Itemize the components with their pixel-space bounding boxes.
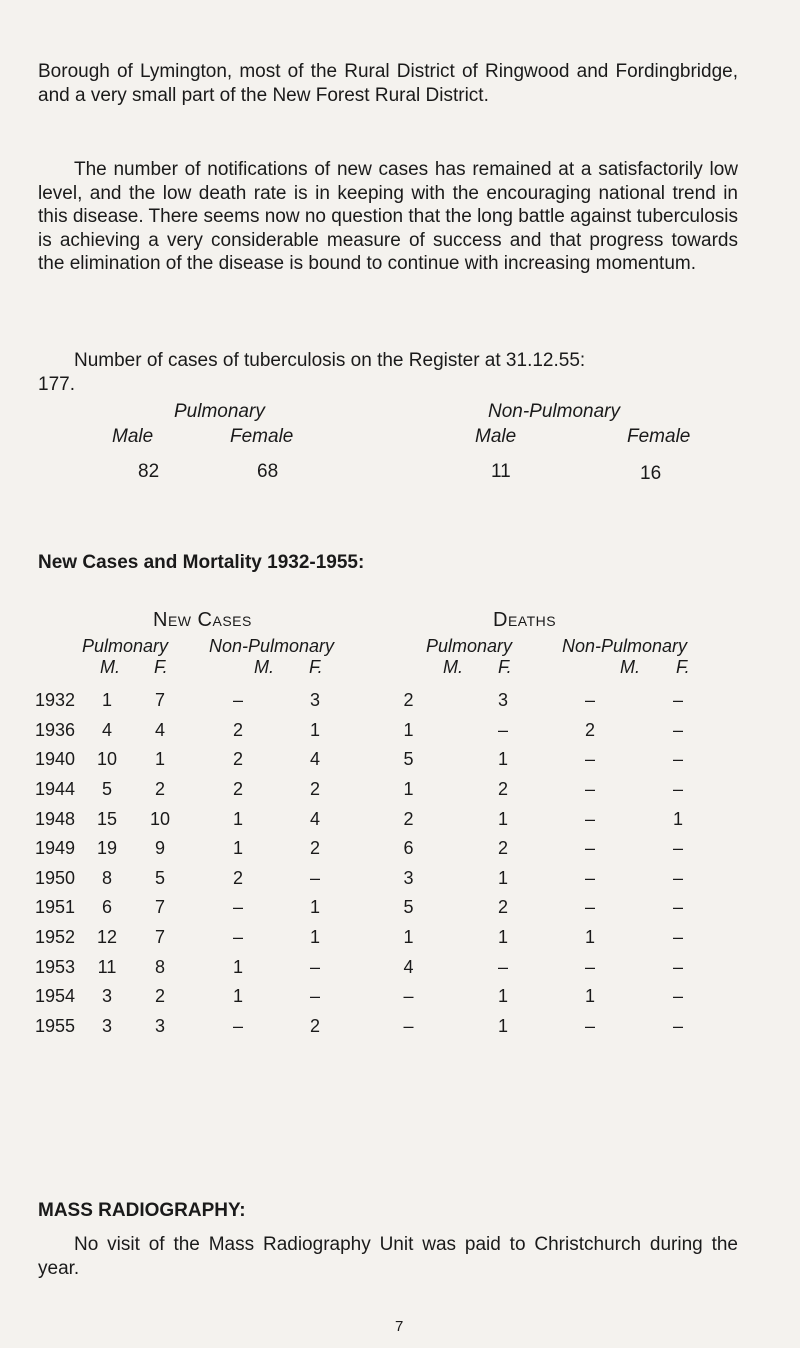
new-pulmonary-header: Pulmonary	[82, 636, 169, 656]
register-line-2: 177.	[38, 373, 75, 395]
value-cell: 7	[154, 927, 165, 948]
year-cell: 1950	[34, 867, 76, 888]
register-pulmonary-header: Pulmonary	[174, 401, 265, 422]
year-cell: 1940	[34, 749, 76, 770]
value-cell: 1	[403, 927, 414, 948]
value-cell: –	[672, 986, 683, 1007]
table-row	[28, 804, 707, 834]
value-cell: –	[672, 867, 683, 888]
value-cell: 15	[96, 808, 118, 829]
value-cell: 2	[309, 1015, 320, 1036]
value-cell: 1	[497, 867, 508, 888]
year-cell: 1953	[34, 956, 76, 977]
page-number: 7	[395, 1318, 404, 1335]
register-non-pulmonary-female-header: Female	[627, 426, 691, 447]
value-cell: –	[232, 690, 243, 711]
value-cell: –	[672, 838, 683, 859]
new-non-pulmonary-header: Non-Pulmonary	[209, 636, 335, 656]
value-cell: 2	[232, 867, 243, 888]
value-cell: –	[584, 897, 595, 918]
value-cell: 1	[154, 749, 165, 770]
value-cell: 1	[232, 808, 243, 829]
value-cell: 2	[309, 838, 320, 859]
value-cell: 5	[403, 897, 414, 918]
value-cell: 2	[154, 986, 165, 1007]
mass-radiography-heading: MASS RADIOGRAPHY:	[38, 1200, 246, 1221]
register-non-pulmonary-male-header: Male	[475, 426, 517, 447]
year-cell: 1948	[34, 808, 76, 829]
value-cell: –	[584, 779, 595, 800]
intro-paragraph: Borough of Lymington, most of the Rural District of Ringwood and Fordingbridge, and a very small part of the New Forest Rural District.	[38, 61, 738, 106]
col-header-m: M.	[620, 657, 640, 677]
value-cell: 2	[403, 808, 414, 829]
value-cell: –	[672, 749, 683, 770]
table-row	[28, 834, 707, 864]
value-cell: 2	[232, 779, 243, 800]
col-header-f: F.	[154, 657, 168, 677]
value-cell: 1	[232, 838, 243, 859]
value-cell: –	[672, 927, 683, 948]
value-cell: 8	[101, 867, 112, 888]
value-cell: 10	[149, 808, 171, 829]
value-cell: –	[584, 690, 595, 711]
year-cell: 1949	[34, 838, 76, 859]
col-header-m: M.	[100, 657, 120, 677]
value-cell: 9	[154, 838, 165, 859]
value-cell: 2	[403, 690, 414, 711]
year-cell: 1944	[34, 779, 76, 800]
year-cell: 1936	[34, 719, 76, 740]
value-cell: 19	[96, 838, 118, 859]
value-cell: 4	[309, 808, 320, 829]
register-pulmonary-female-header: Female	[230, 426, 294, 447]
deaths-header: Deaths	[493, 609, 557, 631]
value-cell: 6	[403, 838, 414, 859]
value-cell: 11	[97, 956, 117, 977]
col-header-m: M.	[254, 657, 274, 677]
value-cell: 8	[154, 956, 165, 977]
value-cell: 1	[232, 986, 243, 1007]
value-cell: –	[584, 867, 595, 888]
col-header-f: F.	[498, 657, 512, 677]
register-pulmonary-female-value: 68	[257, 461, 279, 482]
table-row	[28, 775, 707, 805]
value-cell: –	[309, 867, 320, 888]
value-cell: 1	[497, 986, 508, 1007]
new-cases-header: New Cases	[153, 609, 252, 631]
register-non-pulmonary-female-value: 16	[640, 463, 662, 484]
value-cell: 2	[232, 749, 243, 770]
mortality-heading: New Cases and Mortality 1932-1955:	[38, 552, 365, 573]
table-row	[28, 923, 707, 953]
value-cell: –	[403, 986, 414, 1007]
mass-radiography-text: No visit of the Mass Radiography Unit was paid to Christchurch during the year.	[38, 1234, 738, 1279]
value-cell: –	[232, 927, 243, 948]
register-statement	[38, 349, 743, 396]
value-cell: –	[672, 690, 683, 711]
value-cell: 1	[672, 808, 683, 829]
value-cell: –	[497, 719, 508, 740]
value-cell: –	[497, 956, 508, 977]
value-cell: –	[584, 808, 595, 829]
value-cell: 2	[497, 838, 508, 859]
value-cell: 3	[101, 986, 112, 1007]
table-row	[28, 952, 707, 982]
value-cell: 1	[497, 927, 508, 948]
year-cell: 1951	[34, 897, 76, 918]
mortality-table	[28, 686, 707, 1041]
table-row	[28, 686, 707, 716]
value-cell: –	[672, 956, 683, 977]
year-cell: 1932	[34, 690, 76, 711]
value-cell: 3	[403, 867, 414, 888]
register-non-pulmonary-male-value: 11	[491, 461, 511, 482]
value-cell: –	[403, 1015, 414, 1036]
value-cell: –	[584, 1015, 595, 1036]
value-cell: –	[672, 779, 683, 800]
value-cell: –	[232, 1015, 243, 1036]
value-cell: 12	[96, 927, 118, 948]
value-cell: 1	[497, 1015, 508, 1036]
value-cell: –	[584, 956, 595, 977]
year-cell: 1954	[34, 986, 76, 1007]
table-row	[28, 982, 707, 1012]
value-cell: 5	[101, 779, 112, 800]
value-cell: 4	[309, 749, 320, 770]
value-cell: 2	[232, 719, 243, 740]
col-header-m: M.	[443, 657, 463, 677]
value-cell: 4	[154, 719, 165, 740]
deaths-pulmonary-header: Pulmonary	[426, 636, 513, 656]
value-cell: 1	[232, 956, 243, 977]
value-cell: 3	[101, 1015, 112, 1036]
table-row	[28, 864, 707, 894]
value-cell: 1	[403, 779, 414, 800]
table-row	[28, 1012, 707, 1042]
value-cell: 5	[154, 867, 165, 888]
value-cell: 7	[154, 690, 165, 711]
value-cell: –	[232, 897, 243, 918]
value-cell: –	[309, 956, 320, 977]
value-cell: 4	[101, 719, 112, 740]
value-cell: 1	[309, 897, 320, 918]
table-row	[28, 893, 707, 923]
value-cell: 1	[584, 986, 595, 1007]
year-cell: 1952	[34, 927, 76, 948]
value-cell: 2	[497, 779, 508, 800]
register-pulmonary-male-header: Male	[112, 426, 154, 447]
table-row	[28, 745, 707, 775]
value-cell: 1	[497, 808, 508, 829]
value-cell: –	[309, 986, 320, 1007]
value-cell: 1	[101, 690, 112, 711]
register-non-pulmonary-header: Non-Pulmonary	[488, 401, 620, 422]
register-line-1: Number of cases of tuberculosis on the Register at 31.12.55:	[74, 350, 586, 371]
value-cell: 1	[497, 749, 508, 770]
col-header-f: F.	[309, 657, 323, 677]
value-cell: 7	[154, 897, 165, 918]
deaths-non-pulmonary-header: Non-Pulmonary	[562, 636, 688, 656]
value-cell: 4	[403, 956, 414, 977]
value-cell: 2	[584, 719, 595, 740]
value-cell: 2	[154, 779, 165, 800]
value-cell: –	[672, 897, 683, 918]
value-cell: –	[672, 719, 683, 740]
value-cell: 6	[101, 897, 112, 918]
col-header-f: F.	[676, 657, 690, 677]
table-row	[28, 716, 707, 746]
value-cell: 10	[96, 749, 118, 770]
value-cell: 1	[309, 719, 320, 740]
value-cell: –	[584, 838, 595, 859]
notification-paragraph: The number of notifications of new cases has remained at a satisfactorily low level, and the low death rate is in keeping with the encouraging national trend in this disease. There seems now no question that the long battle against tuberculosis is achieving a very considerable measure of success and that progress towards the elimination of the disease is bound to continue with increasing momentum.	[38, 159, 738, 274]
value-cell: 3	[154, 1015, 165, 1036]
value-cell: –	[672, 1015, 683, 1036]
value-cell: 3	[309, 690, 320, 711]
value-cell: 1	[403, 719, 414, 740]
value-cell: 2	[497, 897, 508, 918]
register-pulmonary-male-value: 82	[138, 461, 160, 482]
value-cell: 3	[497, 690, 508, 711]
value-cell: 1	[584, 927, 595, 948]
value-cell: 5	[403, 749, 414, 770]
value-cell: 1	[309, 927, 320, 948]
value-cell: –	[584, 749, 595, 770]
year-cell: 1955	[34, 1015, 76, 1036]
value-cell: 2	[309, 779, 320, 800]
